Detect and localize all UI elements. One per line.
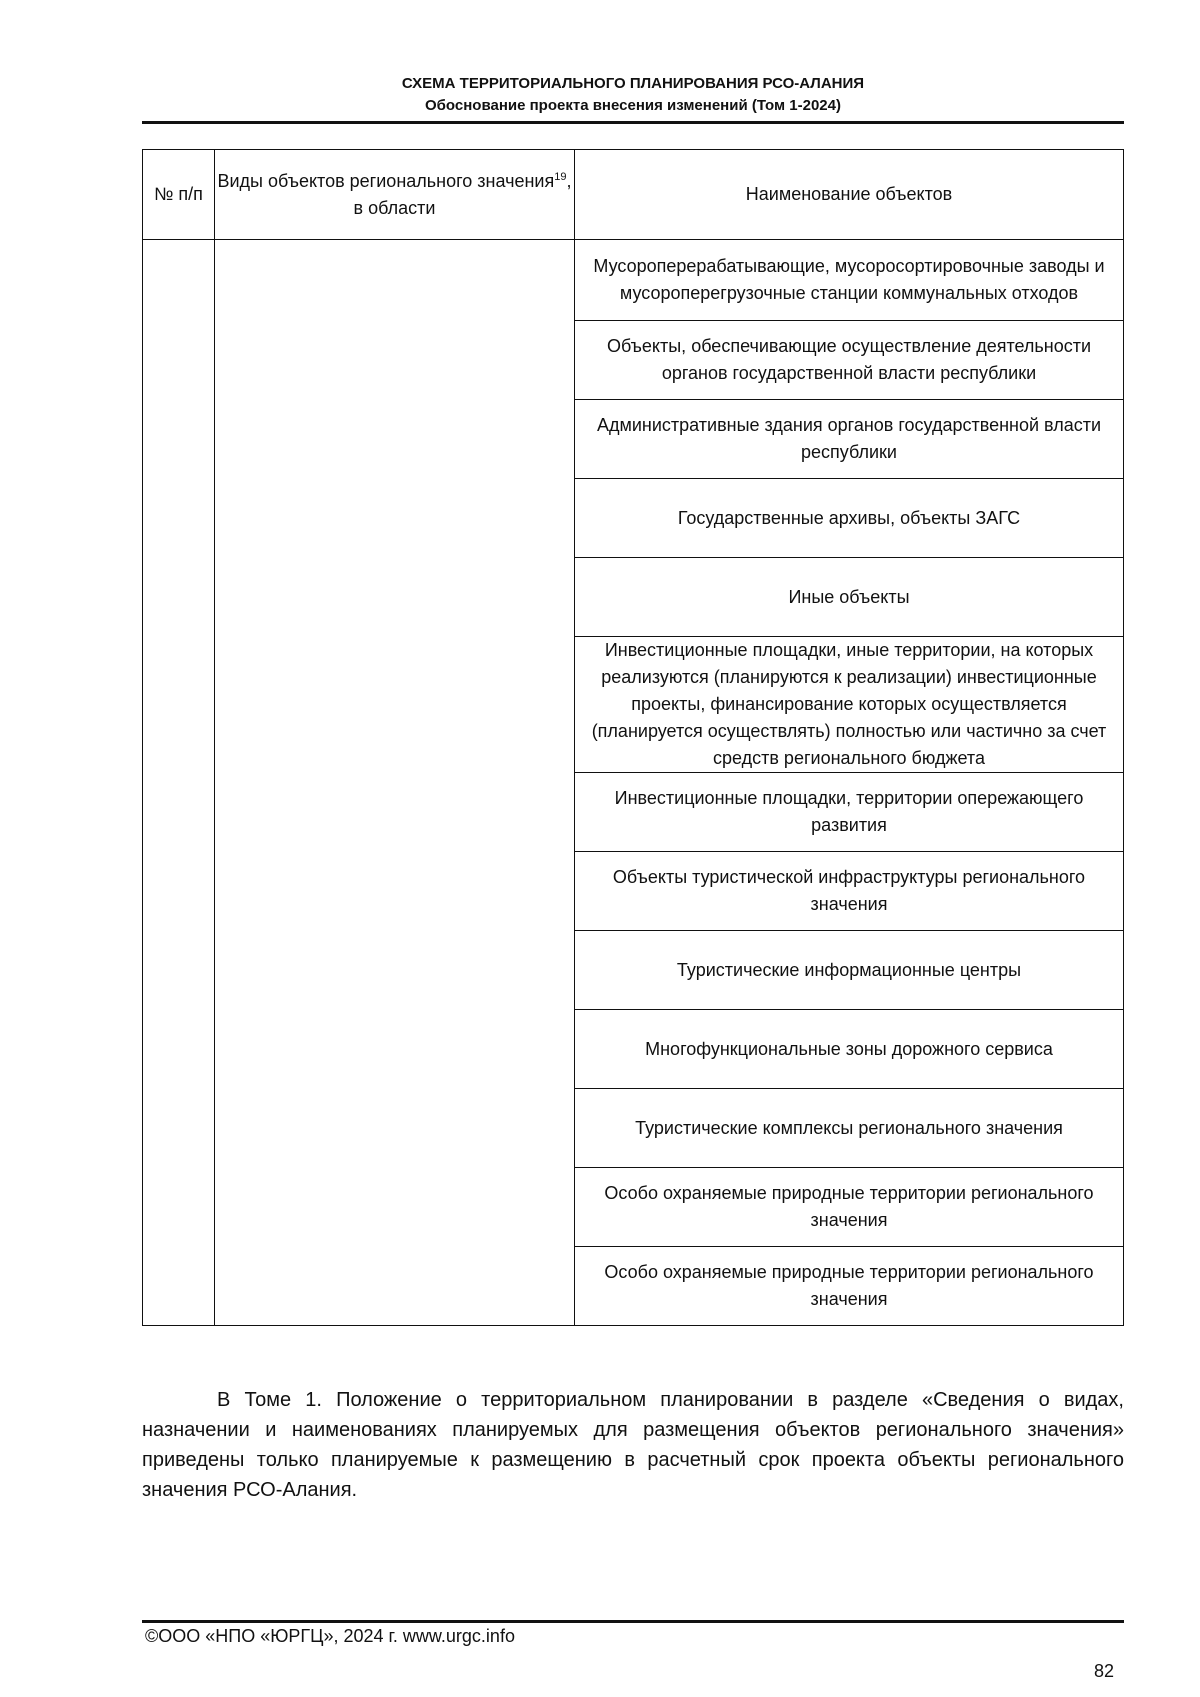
column-header-kind-suffix: , в области: [353, 170, 572, 218]
object-category-cell: Инвестиционные площадки, иные территории, на которых реализуются (планируются к реализации) инвестиционные проекты, финансирование которых осуществляется (планируется осуществлять) полностью или частично за счет средств регионального бюджета: [575, 637, 1124, 773]
object-category-cell: Особо охраняемые природные территории регионального значения: [575, 1168, 1124, 1247]
object-name-cell: Инвестиционные площадки, территории опережающего развития: [575, 773, 1124, 852]
object-name-cell: Особо охраняемые природные территории регионального значения: [575, 1247, 1124, 1326]
objects-table: [142, 149, 1124, 1326]
object-name-cell: Мусороперерабатывающие, мусоросортировочные заводы и мусороперегрузочные станции коммунальных отходов: [575, 240, 1124, 321]
column-header-kind-text: Виды объектов регионального значения: [217, 170, 555, 191]
table-row: [143, 240, 1124, 321]
header-title: СХЕМА ТЕРРИТОРИАЛЬНОГО ПЛАНИРОВАНИЯ РСО-АЛАНИЯ: [401, 75, 865, 92]
table-header-row: [143, 150, 1124, 240]
page-number: 82: [1094, 1661, 1115, 1681]
body-paragraph: В Томе 1. Положение о территориальном планировании в разделе «Сведения о видах, назначении и наименованиях планируемых для размещения объектов регионального значения» приведены только планируемые к размещению в расчетный срок проекта объекты регионального значения РСО-Алания.: [142, 1389, 1124, 1501]
header-subtitle: Обоснование проекта внесения изменений (Том 1-2024): [425, 97, 841, 114]
object-name-cell: Иные объекты: [575, 558, 1124, 637]
kind-cell: [215, 240, 575, 1326]
footer-divider: [142, 1620, 1124, 1623]
object-name-cell: Туристические информационные центры: [575, 931, 1124, 1010]
object-category-cell: Объекты, обеспечивающие осуществление деятельности органов государственной власти республики: [575, 321, 1124, 400]
object-name-cell: Государственные архивы, объекты ЗАГС: [575, 479, 1124, 558]
object-category-cell: Объекты туристической инфраструктуры регионального значения: [575, 852, 1124, 931]
column-header-kind: [215, 150, 575, 240]
page-header: [142, 73, 1124, 117]
object-name-cell: Административные здания органов государственной власти республики: [575, 400, 1124, 479]
column-header-num: № п/п: [143, 150, 215, 240]
footer-copyright: ©ООО «НПО «ЮРГЦ», 2024 г. www.urgc.info: [145, 1626, 515, 1646]
object-name-cell: Туристические комплексы регионального значения: [575, 1089, 1124, 1168]
object-name-cell: Многофункциональные зоны дорожного сервиса: [575, 1010, 1124, 1089]
column-header-name: Наименование объектов: [575, 150, 1124, 240]
num-cell: [143, 240, 215, 1326]
header-divider: [142, 121, 1124, 124]
footnote-marker: 19: [554, 170, 567, 183]
